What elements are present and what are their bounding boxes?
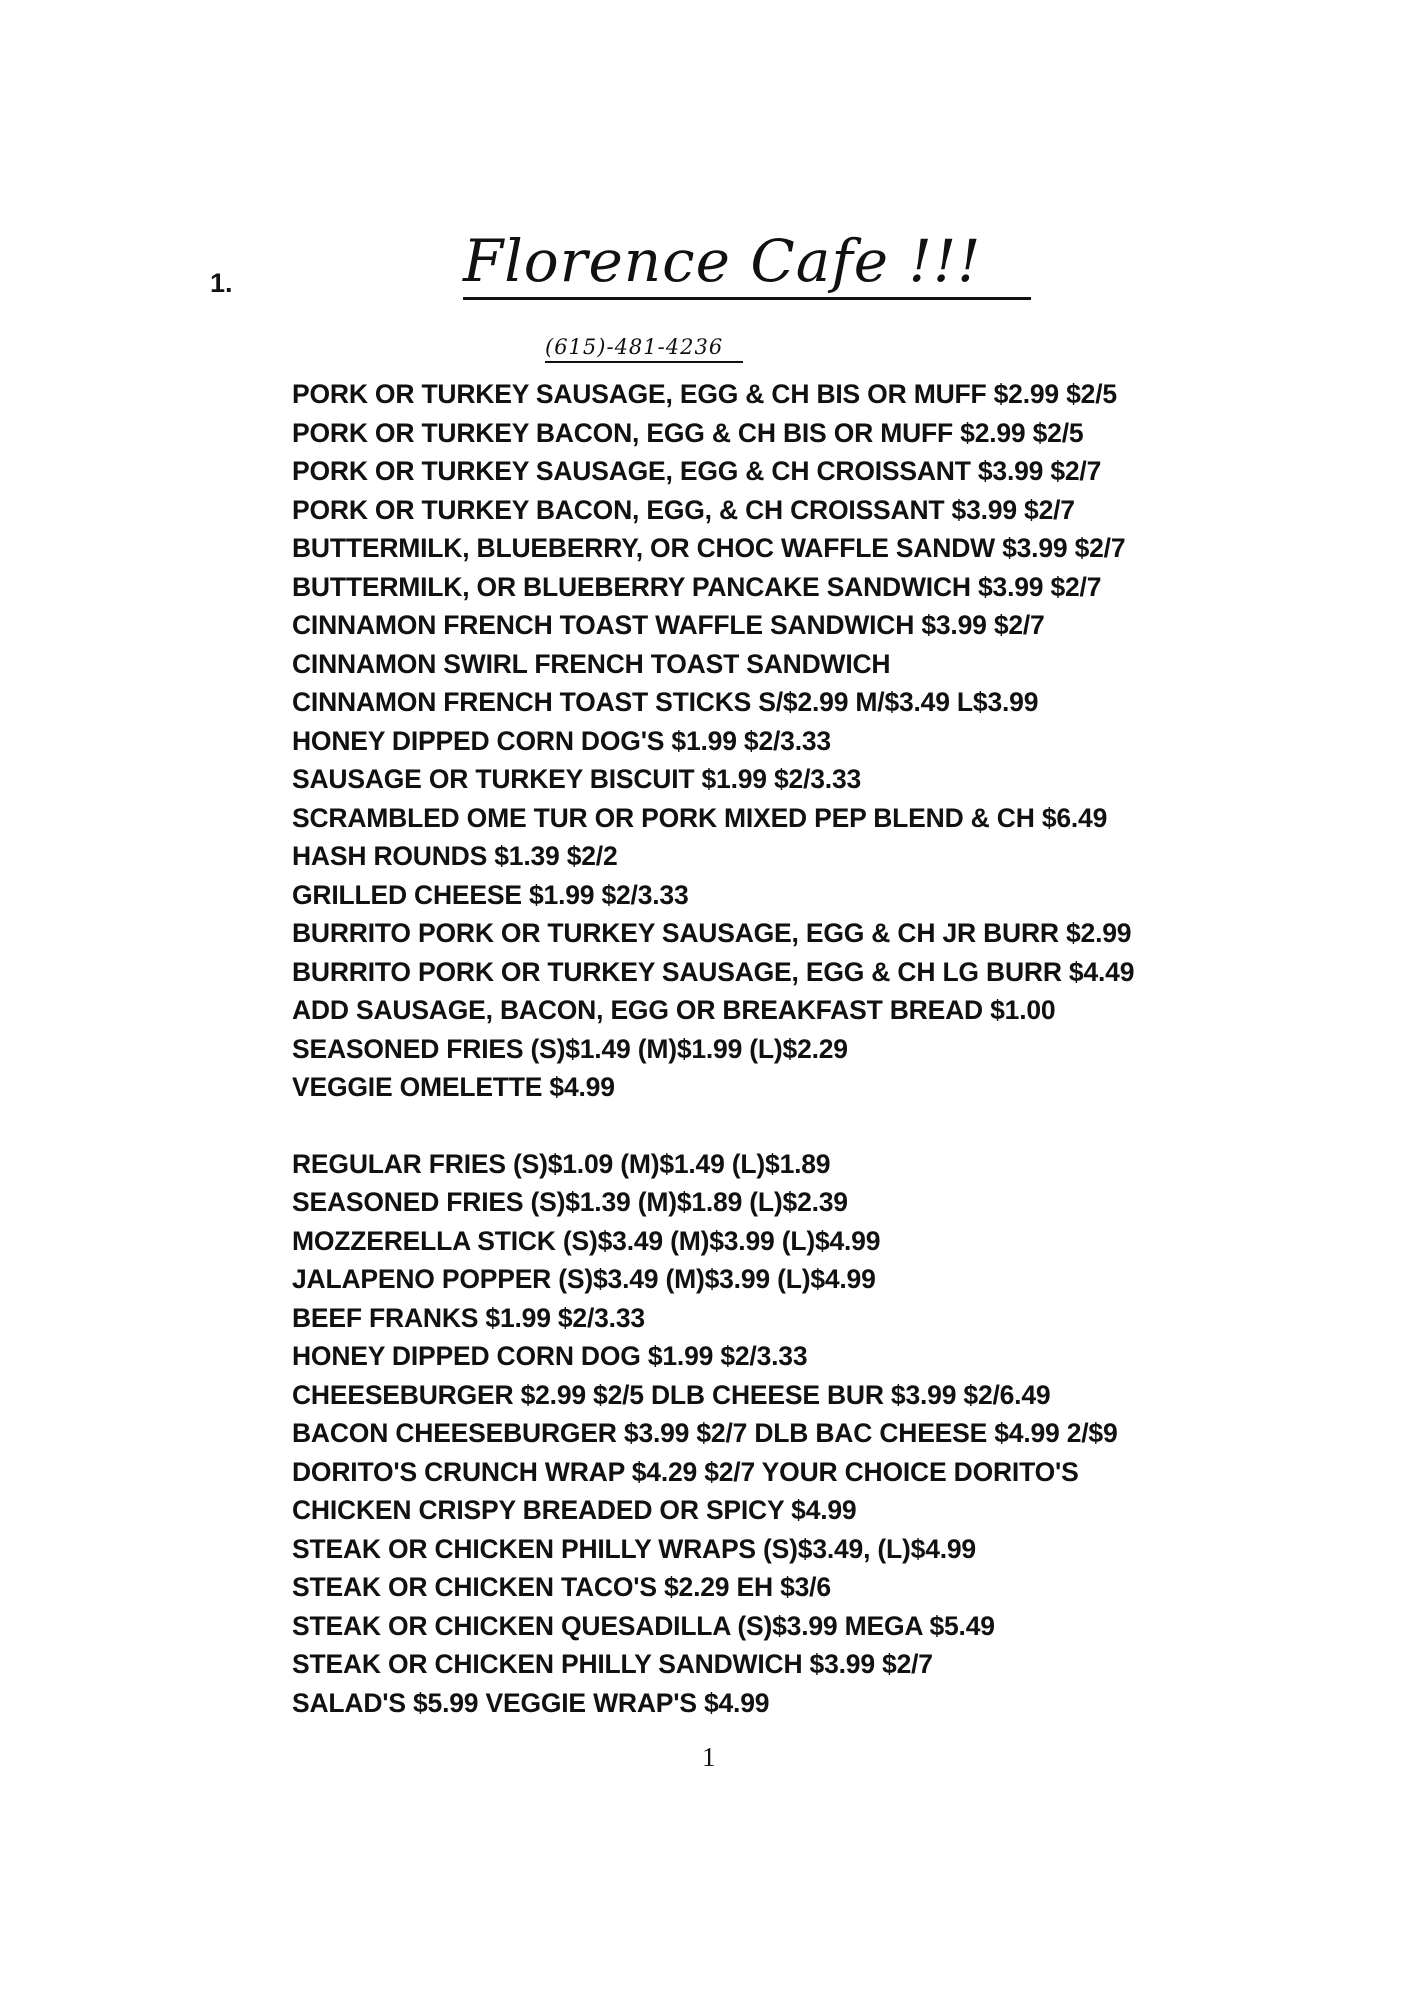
menu-item: BURRITO PORK OR TURKEY SAUSAGE, EGG & CH JR BURR $2.99 (292, 918, 1132, 948)
menu-item: SEASONED FRIES (S)$1.39 (M)$1.89 (L)$2.39 (292, 1187, 848, 1217)
menu-item: VEGGIE OMELETTE $4.99 (292, 1072, 615, 1102)
menu-item: CINNAMON SWIRL FRENCH TOAST SANDWICH (292, 648, 891, 679)
section-gap (292, 1107, 1134, 1145)
menu-item: PORK OR TURKEY SAUSAGE, EGG & CH BIS OR MUFF $2.99 $2/5 (292, 379, 1117, 409)
menu-item: HONEY DIPPED CORN DOG $1.99 $2/3.33 (292, 1341, 808, 1371)
menu-item: CHEESEBURGER $2.99 $2/5 DLB CHEESE BUR $3.99 $2/6.49 (292, 1379, 1051, 1410)
cafe-title: Florence Cafe !!! (463, 225, 1031, 300)
menu-item: SALAD'S $5.99 VEGGIE WRAP'S $4.99 (292, 1687, 770, 1718)
menu-item: REGULAR FRIES (S)$1.09 (M)$1.49 (L)$1.89 (292, 1148, 831, 1179)
menu-item: PORK OR TURKEY BACON, EGG, & CH CROISSANT $3.99 $2/7 (292, 494, 1075, 525)
menu-item: STEAK OR CHICKEN PHILLY SANDWICH $3.99 $2/7 (292, 1649, 933, 1679)
menu-item: PORK OR TURKEY BACON, EGG & CH BIS OR MUFF $2.99 $2/5 (292, 417, 1084, 448)
menu-item: BUTTERMILK, OR BLUEBERRY PANCAKE SANDWICH $3.99 $2/7 (292, 571, 1102, 602)
menu-item: BURRITO PORK OR TURKEY SAUSAGE, EGG & CH LG BURR $4.49 (292, 956, 1135, 987)
menu-item: GRILLED CHEESE $1.99 $2/3.33 (292, 879, 689, 910)
phone-number: (615)-481-4236 (545, 333, 743, 363)
menu-item: BUTTERMILK, BLUEBERRY, OR CHOC WAFFLE SANDW $3.99 $2/7 (292, 533, 1126, 563)
menu-item: STEAK OR CHICKEN PHILLY WRAPS (S)$3.49, (L)$4.99 (292, 1533, 976, 1564)
menu-item: CINNAMON FRENCH TOAST STICKS S/$2.99 M/$3.49 L$3.99 (292, 687, 1039, 717)
menu-item: DORITO'S CRUNCH WRAP $4.29 $2/7 YOUR CHOICE DORITO'S (292, 1456, 1079, 1487)
menu-item: PORK OR TURKEY SAUSAGE, EGG & CH CROISSANT $3.99 $2/7 (292, 456, 1102, 486)
menu-item: CHICKEN CRISPY BREADED OR SPICY $4.99 (292, 1495, 857, 1525)
menu-item: STEAK OR CHICKEN QUESADILLA (S)$3.99 MEGA $5.49 (292, 1610, 995, 1641)
menu-item: BACON CHEESEBURGER $3.99 $2/7 DLB BAC CHEESE $4.99 2/$9 (292, 1418, 1118, 1448)
menu-item: CINNAMON FRENCH TOAST WAFFLE SANDWICH $3.99 $2/7 (292, 610, 1045, 640)
menu-item: BEEF FRANKS $1.99 $2/3.33 (292, 1302, 645, 1333)
footer-page-number: 1 (702, 1742, 716, 1772)
menu-list (292, 375, 1134, 1722)
menu-item: HONEY DIPPED CORN DOG'S $1.99 $2/3.33 (292, 725, 831, 756)
menu-item: SCRAMBLED OME TUR OR PORK MIXED PEP BLEND & CH $6.49 (292, 802, 1108, 833)
page-label: 1. (210, 268, 233, 298)
menu-item: SEASONED FRIES (S)$1.49 (M)$1.99 (L)$2.29 (292, 1033, 848, 1064)
menu-item: HASH ROUNDS $1.39 $2/2 (292, 841, 618, 871)
menu-item: STEAK OR CHICKEN TACO'S $2.29 EH $3/6 (292, 1572, 831, 1602)
menu-item: ADD SAUSAGE, BACON, EGG OR BREAKFAST BREAD $1.00 (292, 995, 1056, 1025)
menu-item: SAUSAGE OR TURKEY BISCUIT $1.99 $2/3.33 (292, 764, 862, 794)
menu-item: JALAPENO POPPER (S)$3.49 (M)$3.99 (L)$4.99 (292, 1264, 876, 1294)
menu-item: MOZZERELLA STICK (S)$3.49 (M)$3.99 (L)$4.99 (292, 1225, 881, 1256)
